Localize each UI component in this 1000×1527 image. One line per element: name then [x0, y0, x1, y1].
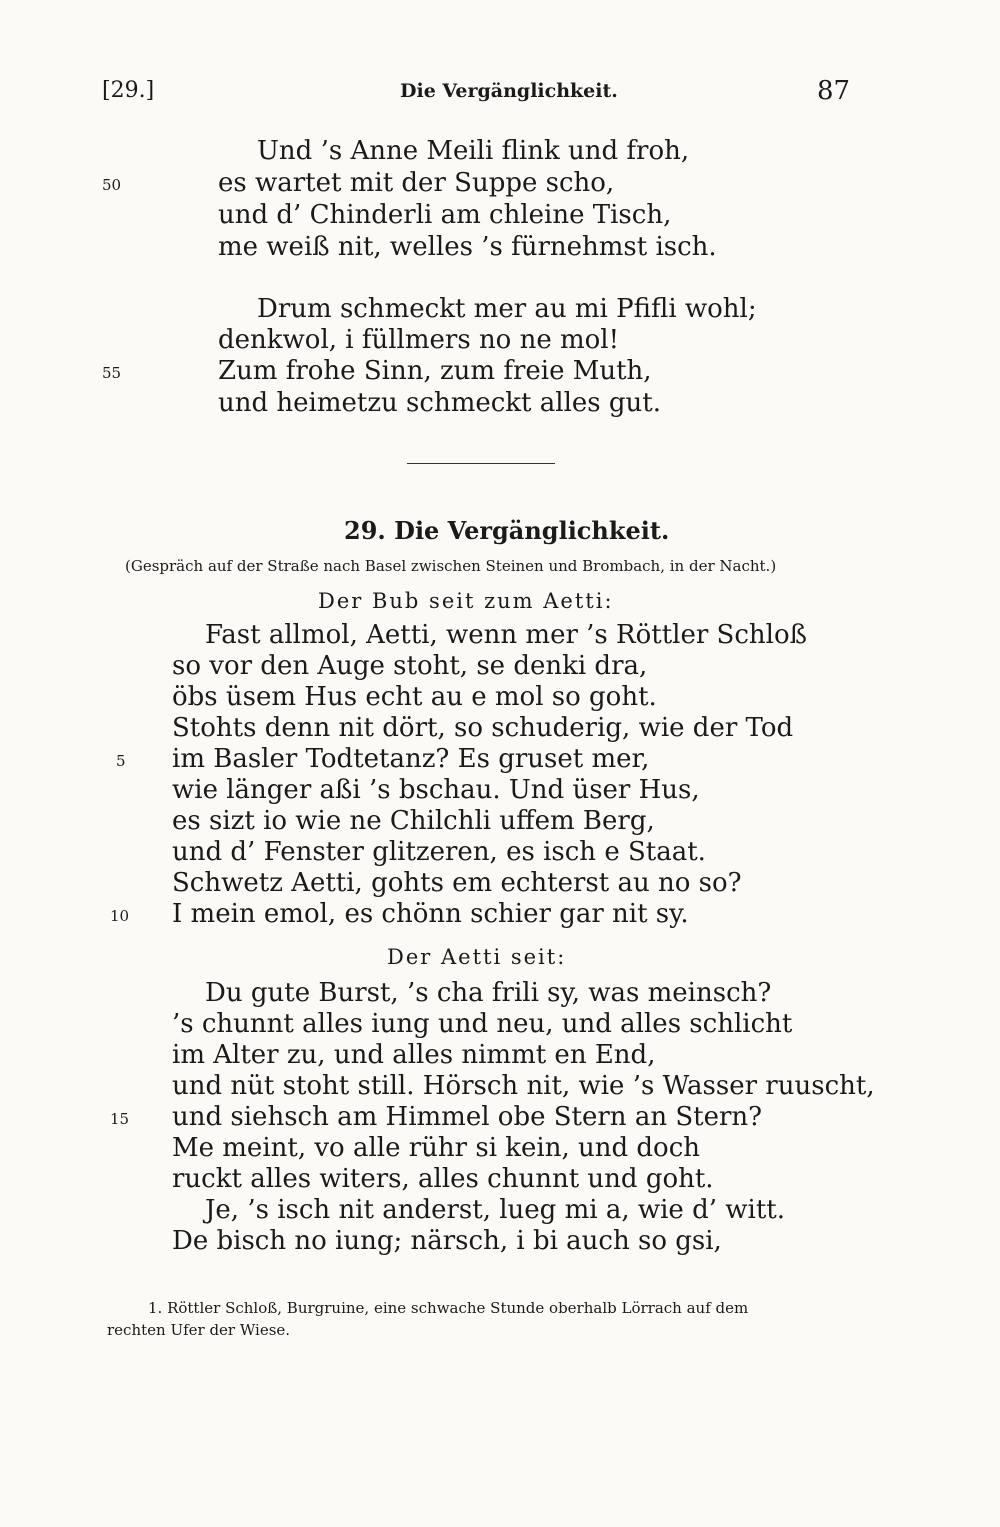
verse-line: Drum schmeckt mer au mi Pfifli wohl; — [257, 294, 757, 324]
verse-line: Und ’s Anne Meili flink und froh, — [257, 136, 690, 166]
verse-line: und d’ Fenster glitzeren, es isch e Staat. — [172, 837, 706, 867]
line-number: 15 — [110, 1110, 130, 1128]
section-divider — [407, 463, 555, 464]
poem-heading — [344, 516, 669, 545]
verse-line: I mein emol, es chönn schier gar nit sy. — [172, 899, 689, 929]
line-number: 50 — [102, 176, 122, 194]
poem-number: 29. — [344, 516, 386, 545]
verse-line: Du gute Burst, ’s cha frili sy, was meinsch? — [205, 978, 772, 1008]
verse-line: es sizt io wie ne Chilchli uffem Berg, — [172, 806, 655, 836]
footnote-line: 1. Röttler Schloß, Burgruine, eine schwache Stunde oberhalb Lörrach auf dem — [148, 1299, 749, 1317]
poem-subtitle: (Gespräch auf der Straße nach Basel zwischen Steinen und Brombach, in der Nacht.) — [125, 557, 777, 575]
verse-line: so vor den Auge stoht, se denki dra, — [172, 651, 648, 681]
verse-line: es wartet mit der Suppe scho, — [218, 168, 615, 198]
line-number: 5 — [116, 752, 126, 770]
verse-line: und siehsch am Himmel obe Stern an Stern? — [172, 1102, 763, 1132]
verse-line: ruckt alles witers, alles chunnt und goht. — [172, 1164, 714, 1194]
verse-line: wie länger aßi ’s bschau. Und üser Hus, — [172, 775, 700, 805]
verse-line: Me meint, vo alle rühr si kein, und doch — [172, 1133, 701, 1163]
verse-line: Zum frohe Sinn, zum freie Muth, — [218, 356, 652, 386]
verse-line: Schwetz Aetti, gohts em echterst au no so? — [172, 868, 742, 898]
footnote-line: rechten Ufer der Wiese. — [107, 1321, 291, 1339]
line-number: 55 — [102, 364, 122, 382]
verse-line: me weiß nit, welles ’s fürnehmst isch. — [218, 232, 717, 262]
verse-line: Fast allmol, Aetti, wenn mer ’s Röttler Schloß — [205, 620, 807, 650]
verse-line: öbs üsem Hus echt au e mol so goht. — [172, 682, 657, 712]
verse-line: und d’ Chinderli am chleine Tisch, — [218, 200, 672, 230]
verse-line: ’s chunnt alles iung und neu, und alles schlicht — [172, 1009, 793, 1039]
verse-line: Je, ’s isch nit anderst, lueg mi a, wie d’ witt. — [205, 1195, 785, 1225]
verse-line: denkwol, i füllmers no ne mol! — [218, 325, 620, 355]
verse-line: und nüt stoht still. Hörsch nit, wie ’s Wasser ruuscht, — [172, 1071, 875, 1101]
verse-line: im Basler Todtetanz? Es gruset mer, — [172, 744, 650, 774]
verse-line: im Alter zu, und alles nimmt en End, — [172, 1040, 656, 1070]
line-number: 10 — [110, 907, 130, 925]
speaker-heading: Der Bub seit zum Aetti: — [318, 589, 614, 613]
verse-line: und heimetzu schmeckt alles gut. — [218, 388, 661, 418]
running-title: Die Vergänglichkeit. — [400, 80, 618, 102]
verse-line: Stohts denn nit dört, so schuderig, wie der Tod — [172, 713, 794, 743]
page-number: 87 — [817, 76, 851, 106]
header-section-ref: [29.] — [102, 78, 155, 103]
speaker-heading: Der Aetti seit: — [387, 945, 567, 969]
poem-title: Die Vergänglichkeit. — [394, 516, 670, 545]
verse-line: De bisch no iung; närsch, i bi auch so gsi, — [172, 1226, 722, 1256]
